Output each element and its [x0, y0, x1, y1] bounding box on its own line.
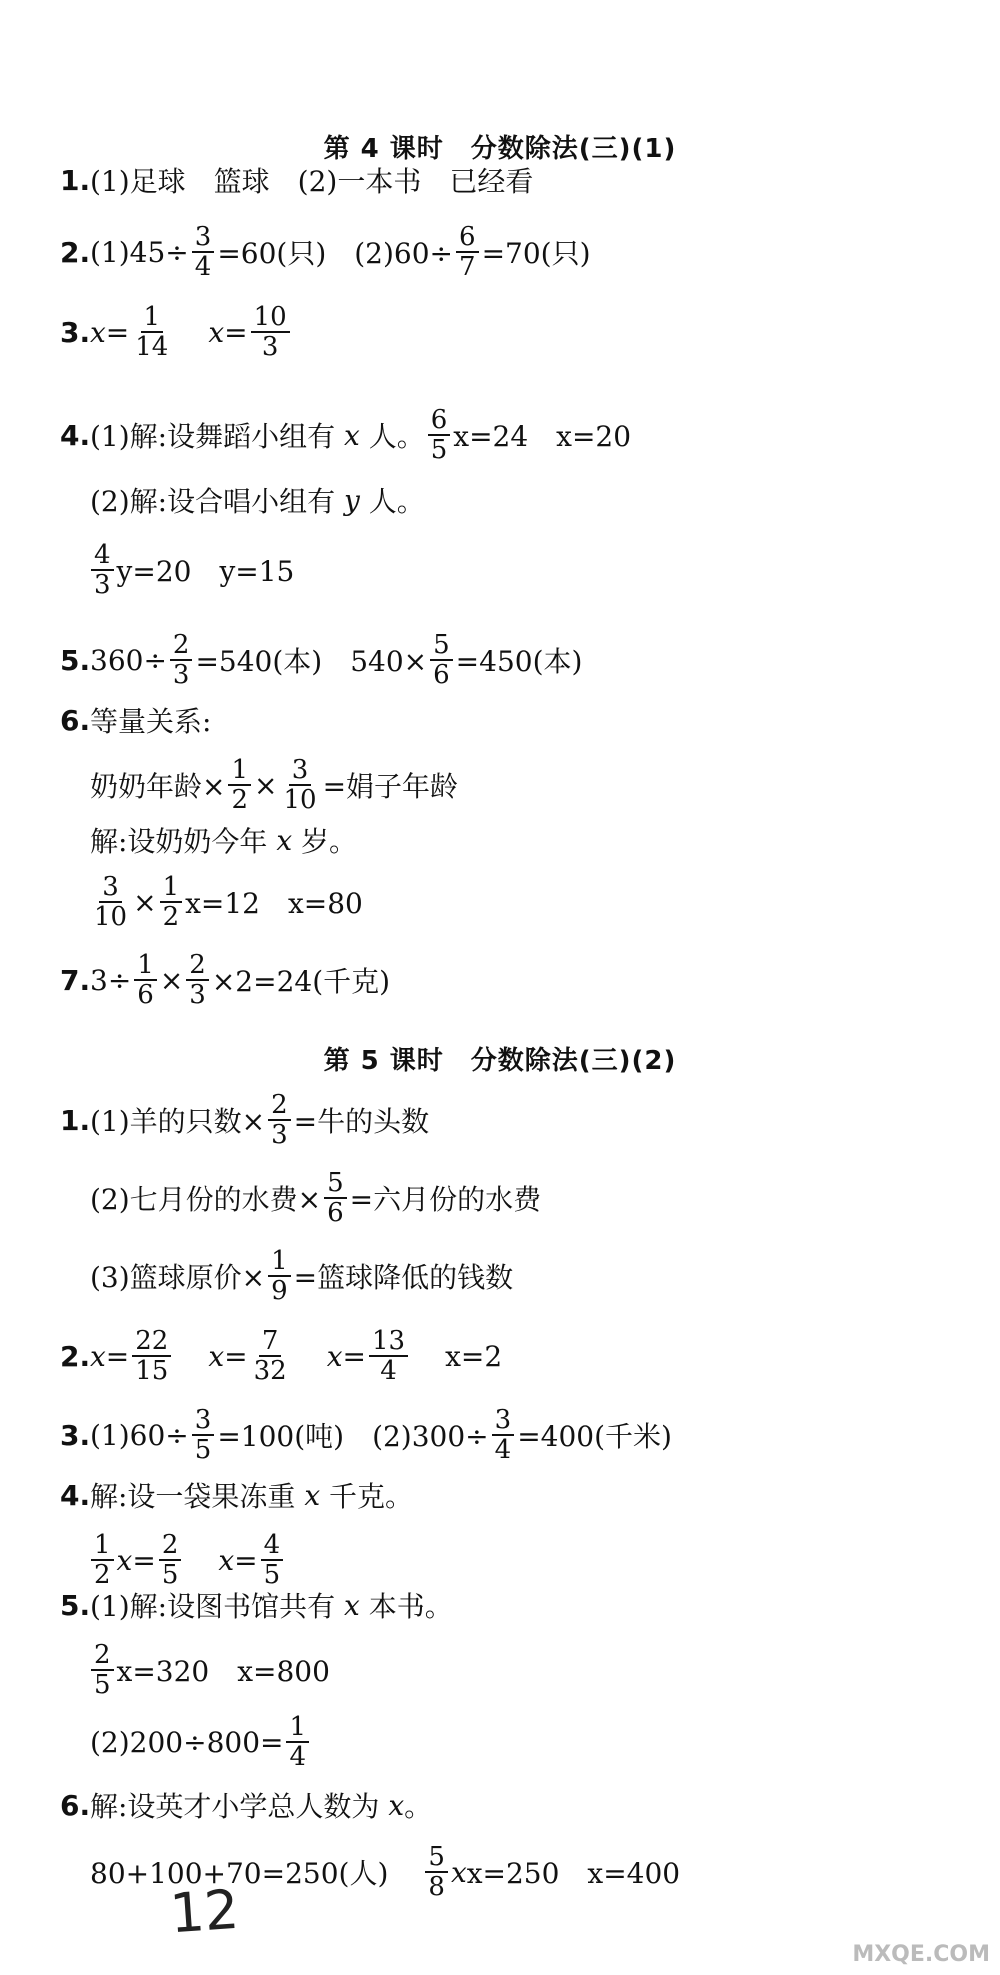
- fraction: $\frac{7}{32}$: [253, 1326, 287, 1386]
- s2-q1-line1: 1. (1)羊的只数× $\frac{2}{3}$ =牛的头数: [60, 1090, 430, 1150]
- watermark-logo: MXQE.COM: [852, 1942, 990, 1967]
- section-title-lesson-4: 第 4 课时 分数除法(三)(1): [323, 134, 677, 164]
- s2-q2: 2. x = $\frac{22}{15}$ x = $\frac{7}{32}$ x = $\frac{13}{4}$ x=2: [60, 1326, 503, 1386]
- fraction: $\frac{1}{6}$: [134, 951, 157, 1009]
- s1-q4-line3: $\frac{4}{3}$ y=20 y=15: [88, 540, 294, 600]
- s2-q1-line3: (3)篮球原价× $\frac{1}{9}$ =篮球降低的钱数: [90, 1246, 514, 1306]
- fraction: $\frac{3}{10}$: [94, 872, 128, 932]
- fraction: $\frac{3}{10}$: [283, 755, 317, 815]
- s2-q4-line1: 4. 解:设一袋果冻重 x 千克。: [60, 1478, 414, 1513]
- s1-q6-line4: $\frac{3}{10}$ × $\frac{1}{2}$ x=12 x=80: [88, 872, 363, 932]
- fraction: $\frac{5}{8}$: [425, 1843, 448, 1901]
- s2-q6-line1: 6. 解:设英才小学总人数为 x 。: [60, 1788, 433, 1823]
- s2-q1-line2: (2)七月份的水费× $\frac{5}{6}$ =六月份的水费: [90, 1168, 542, 1228]
- s1-q6-line2: 奶奶年龄× $\frac{1}{2}$ × $\frac{3}{10}$ =娟子年龄: [90, 755, 459, 815]
- s1-q7: 7. 3÷ $\frac{1}{6}$ × $\frac{2}{3}$ ×2=24(千克): [60, 950, 391, 1010]
- s2-q5-line2: $\frac{2}{5}$ x=320 x=800: [88, 1640, 330, 1700]
- fraction: $\frac{1}{2}$: [228, 756, 251, 814]
- s1-q3: 3. x = $\frac{1}{14}$ x = $\frac{10}{3}$: [60, 302, 293, 362]
- fraction: $\frac{6}{7}$: [456, 223, 479, 281]
- fraction: $\frac{3}{4}$: [192, 223, 215, 281]
- s2-q6-line2: 80+100+70=250(人) $\frac{5}{8}$ x x=250 x=400: [90, 1842, 681, 1902]
- fraction: $\frac{3}{5}$: [192, 1406, 215, 1464]
- fraction: $\frac{2}{5}$: [91, 1641, 114, 1699]
- fraction: $\frac{4}{3}$: [91, 541, 114, 599]
- fraction: $\frac{1}{4}$: [286, 1713, 309, 1771]
- section-title-lesson-5: 第 5 课时 分数除法(三)(2): [323, 1046, 677, 1076]
- s1-q1: 1. (1)足球 篮球 (2)一本书 已经看: [60, 163, 534, 198]
- fraction: $\frac{6}{5}$: [428, 406, 451, 464]
- s2-q4-line2: $\frac{1}{2}$ x = $\frac{2}{5}$ x = $\frac{4}{5}$: [88, 1530, 286, 1590]
- fraction: $\frac{10}{3}$: [251, 303, 290, 361]
- s1-q6-line1: 6. 等量关系:: [60, 703, 212, 738]
- fraction: $\frac{5}{6}$: [430, 631, 453, 689]
- fraction: $\frac{2}{3}$: [186, 951, 209, 1009]
- handwritten-page-number: 12: [167, 1877, 241, 1946]
- s1-q4-line2: (2)解:设合唱小组有 y 人。: [90, 483, 425, 518]
- fraction: $\frac{2}{3}$: [268, 1091, 291, 1149]
- fraction: $\frac{22}{15}$: [132, 1327, 171, 1385]
- fraction: $\frac{13}{4}$: [369, 1327, 408, 1385]
- fraction: $\frac{4}{5}$: [261, 1531, 284, 1589]
- s1-q5: 5. 360÷ $\frac{2}{3}$ =540(本) 540× $\frac{5}{6}$ =450(本): [60, 630, 583, 690]
- s1-q6-line3: 解:设奶奶今年 x 岁。: [90, 823, 358, 858]
- s1-q4-line1: 4. (1)解:设舞蹈小组有 x 人。 $\frac{6}{5}$ x=24 x=20: [60, 405, 632, 465]
- s2-q5-line1: 5. (1)解:设图书馆共有 x 本书。: [60, 1588, 453, 1623]
- fraction: $\frac{2}{3}$: [170, 631, 193, 689]
- fraction: $\frac{1}{2}$: [160, 873, 183, 931]
- fraction: $\frac{3}{4}$: [492, 1406, 515, 1464]
- s1-q2: 2. (1)45÷ $\frac{3}{4}$ =60(只) (2)60÷ $\frac{6}{7}$ =70(只): [60, 222, 591, 282]
- fraction: $\frac{1}{9}$: [268, 1247, 291, 1305]
- fraction: $\frac{1}{2}$: [91, 1531, 114, 1589]
- s2-q3: 3. (1)60÷ $\frac{3}{5}$ =100(吨) (2)300÷ $\frac{3}{4}$ =400(千米): [60, 1405, 672, 1465]
- s2-q5-line3: (2)200÷800= $\frac{1}{4}$: [90, 1712, 312, 1772]
- fraction: $\frac{1}{14}$: [135, 302, 169, 362]
- fraction: $\frac{5}{6}$: [324, 1169, 347, 1227]
- fraction: $\frac{2}{5}$: [159, 1531, 182, 1589]
